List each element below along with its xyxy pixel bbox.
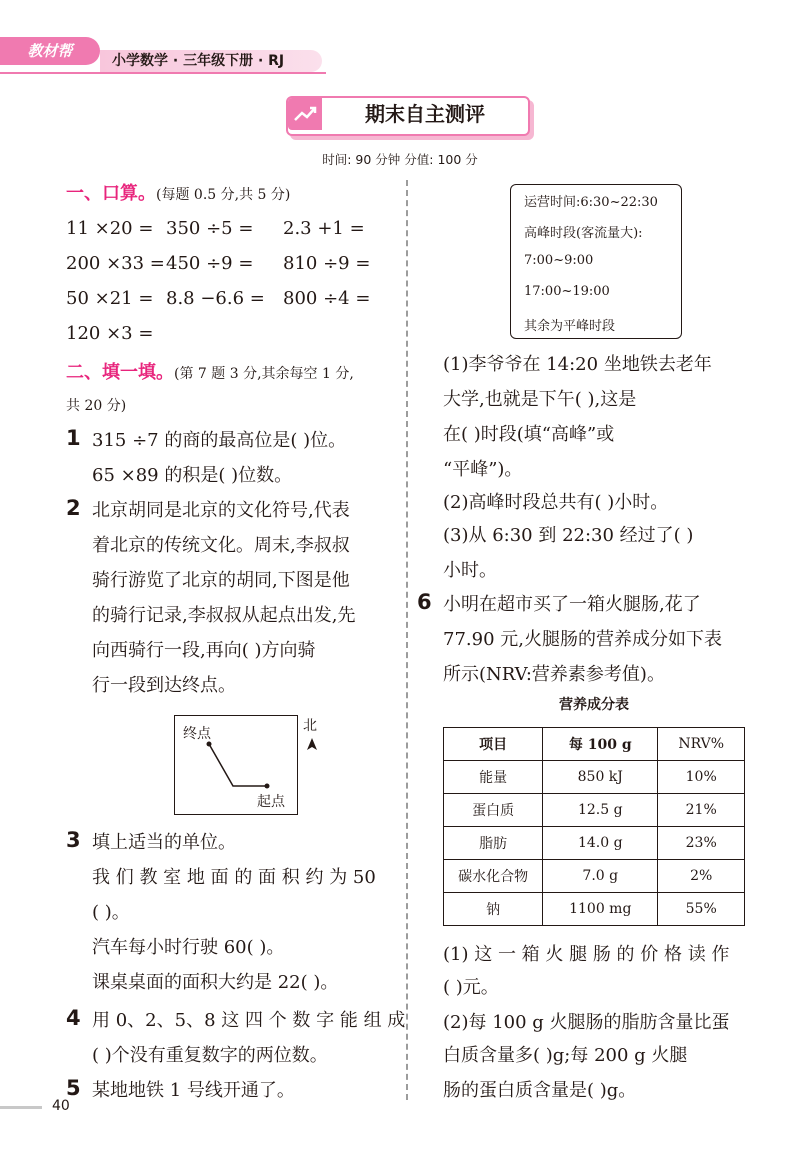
table-cell: 14.0 g [543,827,658,860]
header-underline [0,72,326,74]
q5-sub-line: 小时。 [443,560,497,581]
table-cell: 7.0 g [543,860,658,893]
table-cell: 脂肪 [444,827,543,860]
table-title: 营养成分表 [559,697,629,713]
question-number: 5 [66,1076,81,1100]
question-number: 4 [66,1006,81,1030]
q6-sub-line: 肠的蛋白质含量是( )g。 [443,1080,637,1101]
table-cell: 碳水化合物 [444,860,543,893]
q1-line: 315 ÷7 的商的最高位是( )位。 [92,430,347,451]
table-row [444,794,745,827]
section1-note: (每题 0.5 分,共 5 分) [156,187,291,203]
north-arrow-icon [306,735,318,754]
info-line: 高峰时段(客流量大): [524,226,643,241]
section2-note: (第 7 题 3 分,其余每空 1 分, [174,366,354,382]
q2-line: 向西骑行一段,再向( )方向骑 [92,640,316,661]
q5-sub-line: 大学,也就是下午( ),这是 [443,389,637,410]
table-cell: 55% [658,893,745,926]
table-row [444,893,745,926]
end-point-label: 终点 [183,726,211,742]
north-label: 北 [303,718,317,734]
q6-sub-line: (2)每 100 g 火腿肠的脂肪含量比蛋 [443,1012,730,1033]
oral-item: 200 ×33 = [66,253,165,274]
table-cell: 1100 mg [543,893,658,926]
q1-line: 65 ×89 的积是( )位数。 [92,465,293,486]
section2-heading [66,361,354,386]
oral-item: 450 ÷9 = [166,253,254,274]
table-cell: 850 kJ [543,761,658,794]
info-line: 运营时间:6:30~22:30 [524,195,658,210]
q3-line: 汽车每小时行驶 60( )。 [92,937,285,958]
q4-line: 用 0、2、5、8 这 四 个 数 字 能 组 成 [92,1010,406,1031]
table-header-cell: 每 100 g [543,728,658,761]
table-cell: 23% [658,827,745,860]
info-line: 其余为平峰时段 [524,319,616,334]
table-row [444,860,745,893]
q3-line: 填上适当的单位。 [92,832,236,853]
q2-line: 北京胡同是北京的文化符号,代表 [92,500,350,521]
table-header-row [444,728,745,761]
section2-title: 二、填一填。 [66,362,174,383]
q6-sub-line: 白质含量多( )g;每 200 g 火腿 [443,1045,688,1066]
question-number: 6 [417,590,432,614]
oral-item: 8.8 −6.6 = [166,288,265,309]
question-number: 1 [66,426,81,450]
q5-sub-line: (3)从 6:30 到 22:30 经过了( ) [443,525,694,546]
page-title: 期末自主测评 [365,102,485,126]
section1-title: 一、口算。 [66,183,156,204]
column-divider [406,180,408,1100]
q5-sub-line: “平峰”)。 [443,459,523,480]
q2-line: 骑行游览了北京的胡同,下图是他 [92,570,350,591]
section1-heading [66,182,290,207]
q3-line: 课桌桌面的面积大约是 22( )。 [92,972,339,993]
q6-sub-line: ( )元。 [443,977,499,998]
table-header-cell: NRV% [658,728,745,761]
q2-line: 着北京的传统文化。周末,李叔叔 [92,535,350,556]
q3-line: 我 们 教 室 地 面 的 面 积 约 为 50 [92,867,376,888]
q2-line: 行一段到达终点。 [92,675,236,696]
q5-line: 某地地铁 1 号线开通了。 [92,1080,295,1101]
q6-line: 77.90 元,火腿肠的营养成分如下表 [443,629,722,650]
q5-sub-line: (2)高峰时段总共有( )小时。 [443,492,669,513]
question-number: 2 [66,496,81,520]
oral-item: 2.3 +1 = [283,218,365,239]
table-cell: 21% [658,794,745,827]
oral-item: 11 ×20 = [66,218,154,239]
table-cell: 12.5 g [543,794,658,827]
table-row [444,827,745,860]
info-line: 7:00~9:00 [524,253,594,268]
route-diagram [174,715,298,815]
nutrition-table [443,727,745,926]
table-header-cell: 项目 [444,728,543,761]
section2-note-cont: 共 20 分) [66,398,127,414]
exam-meta: 时间: 90 分钟 分值: 100 分 [322,152,478,167]
oral-item: 350 ÷5 = [166,218,254,239]
q6-sub-line: (1) 这 一 箱 火 腿 肠 的 价 格 读 作 [443,944,730,965]
brand-tag: 教材帮 [0,37,100,65]
oral-item: 810 ÷9 = [283,253,371,274]
table-cell: 能量 [444,761,543,794]
page-number: 40 [52,1098,70,1114]
q6-line: 所示(NRV:营养素参考值)。 [443,664,665,685]
table-cell: 10% [658,761,745,794]
q6-line: 小明在超市买了一箱火腿肠,花了 [443,594,701,615]
q4-line: ( )个没有重复数字的两位数。 [92,1045,328,1066]
subject-label: 小学数学 · 三年级下册 · RJ [112,53,285,69]
table-cell: 2% [658,860,745,893]
q2-line: 的骑行记录,李叔叔从起点出发,先 [92,605,356,626]
q5-sub-line: (1)李爷爷在 14:20 坐地铁去老年 [443,354,712,375]
question-number: 3 [66,828,81,852]
start-point-label: 起点 [257,794,285,810]
table-row [444,761,745,794]
oral-item: 50 ×21 = [66,288,154,309]
info-line: 17:00~19:00 [524,284,610,299]
table-cell: 钠 [444,893,543,926]
q5-sub-line: 在( )时段(填“高峰”或 [443,424,615,445]
q3-line: ( )。 [92,902,130,923]
oral-item: 120 ×3 = [66,323,154,344]
table-cell: 蛋白质 [444,794,543,827]
footer-bar [0,1106,42,1109]
oral-item: 800 ÷4 = [283,288,371,309]
trend-icon [288,98,322,130]
